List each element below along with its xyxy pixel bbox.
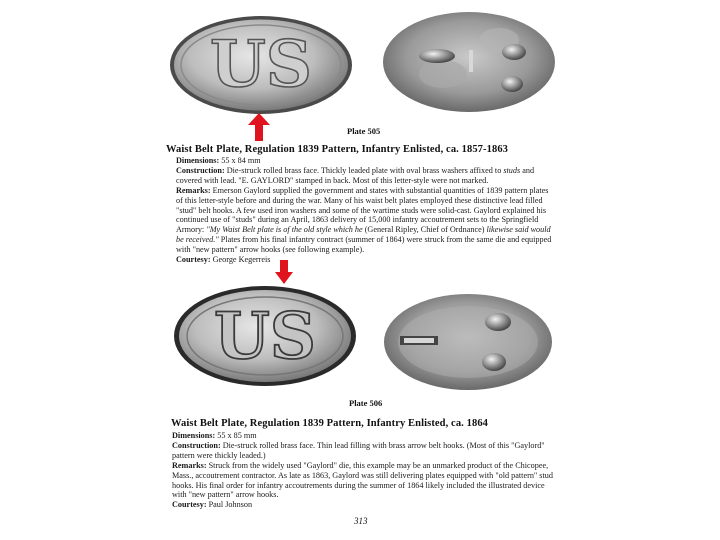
construction-label: Construction: — [172, 440, 221, 450]
plate-505-title: Waist Belt Plate, Regulation 1839 Pattern, Infantry Enlisted, ca. 1857-1863 — [166, 144, 509, 155]
remarks-text-b: (General Ripley, Chief of Ordnance) — [364, 225, 485, 235]
page-number: 313 — [354, 516, 368, 526]
plate-506-back-image — [382, 292, 554, 392]
plate-505-description — [176, 156, 552, 265]
arrow-up-icon — [247, 112, 271, 142]
plate-506-us-letters: US — [213, 299, 317, 374]
remarks-text: Struck from the widely used "Gaylord" die, this example may be an unmarked product of the Chicopee, Mass., accoutrement contractor. As late as 1863, Gaylord was still delivering plates equipped with "old pattern" stud hooks. His final order for infantry accoutrements during the summer of 1864 likely included the illustrated device with "new pattern" arrow hooks. — [172, 460, 553, 500]
dimensions-value: 55 x 85 mm — [217, 431, 257, 440]
plate-506-title: Waist Belt Plate, Regulation 1839 Pattern, Infantry Enlisted, ca. 1864 — [171, 418, 489, 429]
remarks-quote: "My Waist Belt plate is of the old style which he — [206, 225, 363, 235]
plate-506-front-image — [172, 284, 358, 388]
remarks-text-c: Plates from his final infantry contract (summer of 1864) were struck from the same die and equipped with "new pattern" arrow hooks (see following example). — [176, 235, 552, 255]
construction-text: Die-struck rolled brass face. Thickly leaded plate with oval brass washers affixed to — [226, 165, 502, 175]
remarks-label: Remarks: — [172, 460, 207, 470]
plate-505-front-image — [168, 14, 354, 116]
remarks-text: Emerson Gaylord supplied the government and states with substantial quantities of 1839 pattern plates of this letter-style before and during the war. Many of his waist belt plates employed these distinctive lead filled "stud" belt hooks. A few used iron washers and some of the wartime studs were solid-cast. Gaylord explained his continued use of "studs" during an April, 1863 delivery of 15,000 infantry accoutrement sets to the Springfield Armory: — [176, 185, 549, 235]
construction-label: Construction: — [176, 165, 225, 175]
dimensions-label: Dimensions: — [176, 156, 220, 165]
remarks-quote-b: likewise said would be received." — [176, 225, 551, 245]
dimensions-value: 55 x 84 mm — [221, 156, 261, 165]
courtesy-label: Courtesy: — [172, 500, 207, 510]
construction-text: Die-struck rolled brass face. Thin lead filling with brass arrow belt hooks. (Most of this "Gaylord" pattern were thickly leaded.) — [172, 440, 545, 460]
arrow-down-icon — [274, 259, 294, 285]
remarks-label: Remarks: — [176, 185, 211, 195]
courtesy-value: Paul Johnson — [208, 500, 253, 510]
plate-505-back-image — [381, 10, 557, 114]
courtesy-label: Courtesy: — [176, 255, 211, 265]
construction-text-b: and covered with lead. "E. GAYLORD" stamped in back. Most of this letter-style were not marked. — [176, 165, 535, 185]
construction-studs: studs — [503, 165, 521, 175]
courtesy-value: George Kegerreis — [212, 255, 271, 265]
plate-505-us-letters: US — [209, 27, 313, 102]
dimensions-label: Dimensions: — [172, 431, 216, 440]
plate-506-description — [172, 431, 554, 510]
plate-506-label: Plate 506 — [349, 398, 383, 408]
plate-505-label: Plate 505 — [347, 126, 381, 136]
